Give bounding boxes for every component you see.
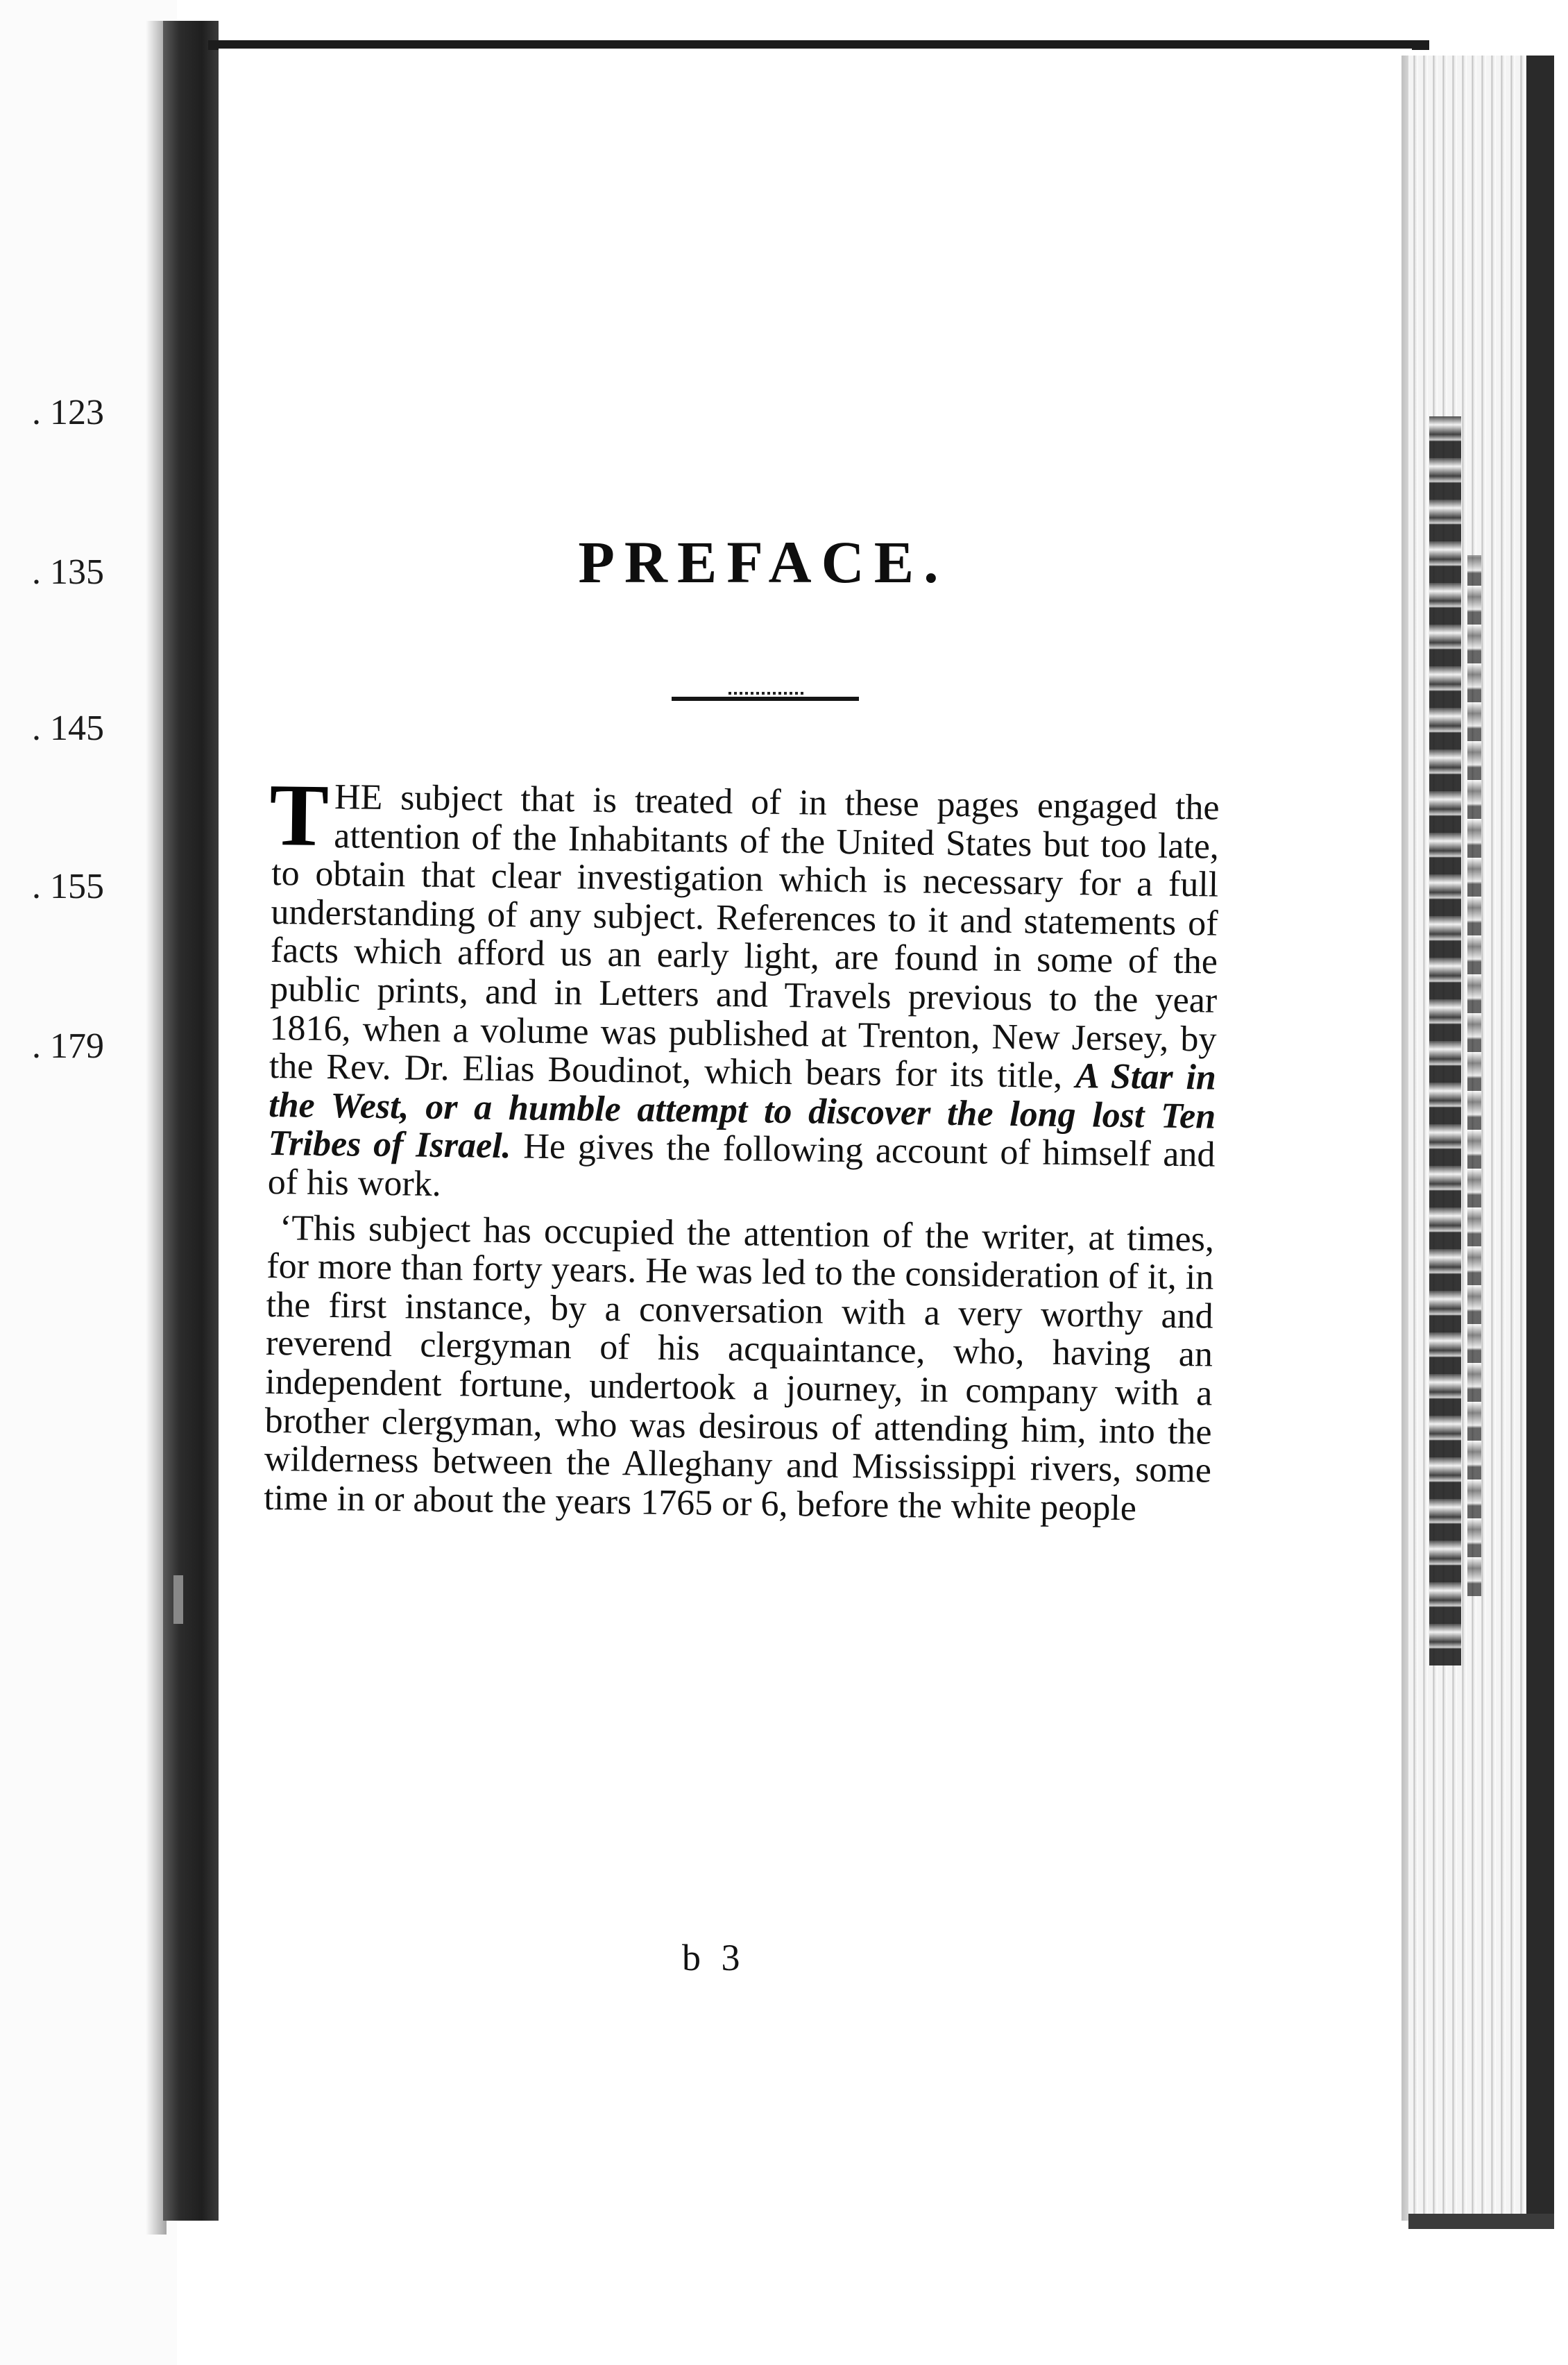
book-cover-edge xyxy=(1526,56,1554,2228)
paragraph-text: ‘This subject has occupied the attention of the writer, at times, for more than forty years. He was led to the consideration of it, in the first instance, by a conversation with a very worthy and reverend clergyman of his acquaintance, who, having an independent fortune, undertook a journey, in company with a brother clergyman, who was desirous of attending him, into the wilderness between the Alleghany and Mississippi rivers, some time in or about the years 1765 or 6, before the white people xyxy=(263,1207,1215,1528)
paragraph xyxy=(264,1208,1214,1528)
paragraph-text: He gives the following account of himself and of his work. xyxy=(267,1126,1216,1204)
toc-page-number: . 155 xyxy=(32,867,104,906)
title-rule-ornament xyxy=(728,692,805,695)
library-stamp-edge xyxy=(1467,555,1481,1596)
toc-page-number: . 179 xyxy=(32,1026,104,1066)
drop-cap: T xyxy=(269,765,330,865)
book-bottom-edge xyxy=(1408,2214,1554,2229)
book-title-italic: A Star in the West, or a humble attempt to discover the long lost Ten Tribes of Israel. xyxy=(268,1056,1217,1167)
title-rule xyxy=(672,697,859,701)
library-stamp-edge xyxy=(1429,416,1461,1665)
page-title: PREFACE. xyxy=(578,529,948,595)
toc-page-number: . 135 xyxy=(32,552,104,592)
gutter-mark xyxy=(173,1575,183,1624)
signature-mark: b 3 xyxy=(682,1937,746,1978)
toc-page-number: . 123 xyxy=(32,393,104,432)
paragraph xyxy=(267,765,1220,1213)
preface-body xyxy=(263,765,1220,1529)
paragraph-text: HE subject that is treated of in these pages engaged the attention of the Inhabitants of the United States but too late, to obtain that clear investigation which is necessary for a full understanding of any subject. References to it and statements of facts which afford us an early light, are found in some of the public prints, and in Letters and Travels previous to the year 1816, when a volume was published at Trenton, New Jersey, by the Rev. Dr. Elias Boudinot, which bears for its title, xyxy=(269,777,1220,1096)
toc-page-number: . 145 xyxy=(32,709,104,748)
book-gutter xyxy=(163,21,219,2221)
